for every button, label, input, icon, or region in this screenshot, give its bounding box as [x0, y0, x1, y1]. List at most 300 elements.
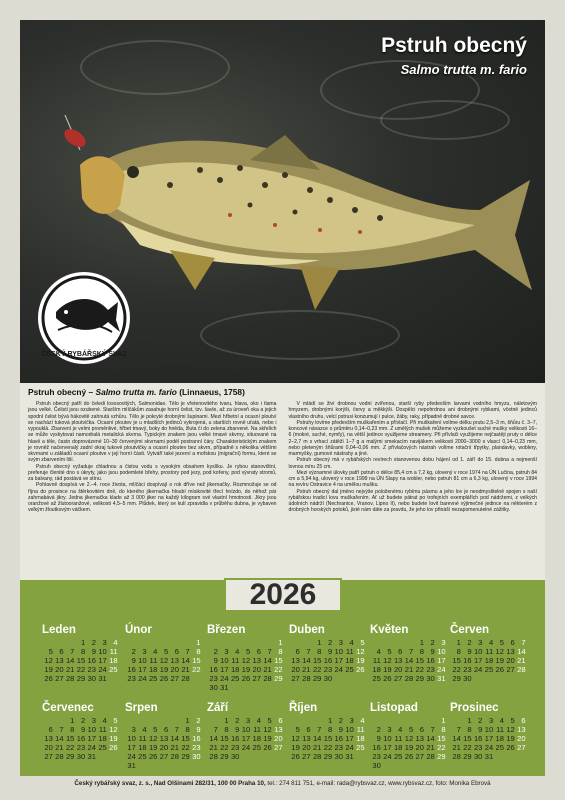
day-cell: 17: [87, 734, 96, 743]
day-cell: 12: [241, 656, 251, 665]
day-cell: 24: [241, 743, 251, 752]
day-cell: 4: [360, 716, 365, 725]
day-cell: 22: [65, 743, 75, 752]
day-cell: 15: [220, 734, 229, 743]
day-cell: 14: [312, 734, 322, 743]
day-cell: 20: [506, 656, 515, 665]
day-cell: 16: [372, 743, 381, 752]
day-cell: 14: [170, 734, 179, 743]
day-cell: 5: [360, 638, 365, 647]
day-cell: 22: [415, 665, 424, 674]
day-cell: 22: [181, 743, 190, 752]
day-cell: 14: [263, 656, 272, 665]
day-cell: 11: [356, 725, 365, 734]
day-cell: 25: [393, 752, 403, 761]
month-name: Květen: [370, 624, 409, 636]
day-cell: 1: [327, 716, 333, 725]
day-cell: 5: [153, 725, 158, 734]
day-cell: 7: [185, 647, 190, 656]
day-cell: 27: [302, 752, 311, 761]
month-block: [125, 702, 205, 770]
day-cell: 15: [65, 734, 75, 743]
article-paragraph: Pstruh obecný patří do čeledi lososovitých, Salmonidae. Tělo je vřetenovitého tvaru, hlava, oko i tlama jsou velké. Čelisti jsou ozubené. Starším mlíčákům zasahuje horní čelist, tzv. šavle, až za úroveň oka a jejich spodní čelist bývá hákovitě zahnutá vzhůru. Tělo je pokryté drobnými šupinami. Mezi hřbetní a ocasní ploutví se nachází tuková ploutvička. Ocasní ploutev je u mladších jedinců vykrojená, u starších rovně uťatá, nebo i vypouklá. Zbarvení je velmi proměnlivé, hřbet tmavý, boky do hněda, žluta či do zelena zbarvené. Na skřelích se může vyskytovat namodralá metalická skvrna. Typickým znakem jsou velké tmavé skvrny, situované na hlavě a těle, často doprovázené 10–30 červenými skvrnami podél postranní čáry. Charakteristickým znakem je rovněž načervenalý zadní okraj tukové ploutvičky a ocasní ploutev bez skvrn, případně s několika většími skvrnami u základů ocasní ploutve v její horní části. Vytváří také jezerní a mořskou (migrační) formu, které se svým zbarvením liší.: [28, 401, 277, 464]
day-cell: 2: [196, 716, 201, 725]
day-cell: 26: [159, 674, 169, 683]
day-cell: 30: [372, 761, 381, 770]
day-cell: 23: [76, 743, 86, 752]
day-cell: 19: [263, 734, 272, 743]
month-name: Říjen: [289, 702, 318, 714]
day-cell: 11: [138, 734, 147, 743]
day-cell: 17: [345, 734, 354, 743]
day-cell: 19: [109, 734, 118, 743]
day-cell: 30: [230, 752, 240, 761]
day-cell: 6: [521, 716, 526, 725]
day-cell: 16: [334, 734, 343, 743]
day-cell: 21: [312, 743, 322, 752]
day-cell: 27: [44, 752, 53, 761]
empty-cell: [424, 716, 435, 725]
day-cell: 12: [495, 647, 504, 656]
day-cell: 5: [48, 647, 53, 656]
day-cell: 4: [142, 725, 147, 734]
day-cell: 20: [252, 665, 261, 674]
month-days: [370, 716, 450, 770]
day-cell: 29: [463, 752, 472, 761]
day-cell: 25: [148, 674, 158, 683]
day-cell: 22: [192, 665, 201, 674]
day-cell: 21: [55, 743, 64, 752]
day-cell: 31: [220, 683, 229, 692]
day-cell: 4: [488, 638, 494, 647]
month-name: Červenec: [42, 702, 94, 714]
day-cell: 8: [467, 725, 472, 734]
day-cell: 22: [274, 665, 283, 674]
day-cell: 23: [87, 665, 96, 674]
day-cell: 2: [80, 716, 86, 725]
month-name: Duben: [289, 624, 325, 636]
empty-cell: [250, 638, 261, 647]
day-cell: 9: [430, 647, 435, 656]
day-cell: 24: [87, 743, 96, 752]
day-cell: 29: [437, 752, 446, 761]
day-cell: 7: [456, 725, 461, 734]
day-cell: 23: [473, 743, 483, 752]
day-cell: 21: [209, 743, 218, 752]
day-cell: 1: [441, 716, 446, 725]
day-cell: 28: [65, 674, 75, 683]
day-cell: 5: [499, 638, 504, 647]
day-cell: 28: [302, 674, 311, 683]
day-cell: 8: [80, 647, 86, 656]
day-cell: 13: [291, 656, 300, 665]
day-cell: 1: [80, 638, 86, 647]
month-block: [207, 702, 287, 761]
article-section: [20, 383, 545, 588]
day-cell: 3: [478, 638, 483, 647]
day-cell: 19: [383, 665, 392, 674]
day-cell: 31: [98, 674, 107, 683]
day-cell: 30: [463, 674, 472, 683]
day-cell: 12: [356, 647, 365, 656]
day-cell: 1: [70, 716, 75, 725]
day-cell: 3: [142, 647, 147, 656]
day-cell: 7: [408, 647, 414, 656]
day-cell: 7: [213, 725, 218, 734]
day-cell: 3: [349, 716, 354, 725]
day-cell: 18: [98, 734, 107, 743]
day-cell: 6: [306, 725, 311, 734]
day-cell: 12: [109, 725, 118, 734]
day-cell: 15: [312, 656, 322, 665]
day-cell: 8: [70, 725, 75, 734]
day-cell: 8: [327, 725, 333, 734]
month-name: Červen: [450, 624, 489, 636]
day-cell: 28: [55, 752, 64, 761]
day-cell: 1: [456, 638, 461, 647]
day-cell: 11: [345, 647, 354, 656]
day-cell: 5: [267, 716, 272, 725]
day-cell: 17: [484, 734, 494, 743]
month-days: [125, 716, 205, 770]
month-block: [450, 702, 530, 761]
day-cell: 22: [220, 743, 229, 752]
empty-cell: [179, 638, 190, 647]
month-name: Září: [207, 702, 229, 714]
day-cell: 29: [274, 674, 283, 683]
day-cell: 19: [159, 665, 169, 674]
day-cell: 11: [372, 656, 381, 665]
day-cell: 2: [91, 638, 96, 647]
day-cell: 4: [102, 716, 107, 725]
empty-cell: [381, 638, 392, 647]
species-latin-name: Salmo trutta m. fario: [400, 62, 527, 77]
day-cell: 25: [356, 743, 365, 752]
day-cell: 19: [404, 743, 414, 752]
day-cell: 15: [452, 656, 461, 665]
month-days: [289, 716, 369, 761]
month-days: [42, 716, 122, 761]
article-paragraph: Pstruh obecný dal jméno nejvýše položenému rybímu pásmu a jeho lov je neodmyslitelně spojen s naší rybářskou tradicí lovu muškařením. Ať už budete pátrat po trofejních exemplářích pod nádržemi, z velkých údolních nádrží (Nechranice, Vranov, Lipno II), nebo budete lovit barevné výjimečné jedince na některém z drobných horských potoků, jisté nám dáte za pravdu, že jeho lov přináší nezapomenutelné zážitky.: [288, 488, 537, 514]
day-cell: 20: [302, 743, 311, 752]
day-cell: 20: [291, 665, 300, 674]
day-cell: 24: [473, 665, 483, 674]
day-cell: 13: [44, 734, 53, 743]
day-cell: 25: [230, 674, 240, 683]
empty-cell: [239, 638, 250, 647]
day-cell: 27: [506, 665, 515, 674]
empty-cell: [168, 638, 179, 647]
day-cell: 30: [76, 752, 86, 761]
month-name: Únor: [125, 624, 152, 636]
day-cell: 9: [338, 725, 343, 734]
day-cell: 18: [393, 743, 403, 752]
article-heading: [28, 387, 537, 397]
article-column-right: [289, 401, 538, 514]
article-paragraph: Pohlavně dospívá ve 2.–4. roce života, mlíčáci dospívají o rok dříve než jikernačky. Rozmnožuje se od října do prosince na štěrkovitém dně, do kterého jikernačka hloubí mísikovité třecí hnízdo, do něhož pár zahrnabává jikry. Jedna jikernačka klade až 3 000 jiker na každý kilogram své vlastní hmotnosti. Jikry jsou oranžové až žlutooranžové, velikosti 4,5–5 mm. Plůdek, který se kulí zpravidla v průběhu dubna, je vybaven velkým žloutkovým váčkem.: [28, 482, 277, 514]
day-cell: 1: [185, 716, 190, 725]
day-cell: 24: [345, 743, 354, 752]
day-cell: 20: [170, 665, 179, 674]
day-cell: 15: [274, 656, 283, 665]
day-cell: 28: [452, 752, 461, 761]
day-cell: 7: [430, 725, 435, 734]
day-cell: 14: [209, 734, 218, 743]
month-days: [125, 638, 205, 683]
day-cell: 14: [517, 647, 526, 656]
empty-cell: [125, 638, 136, 647]
day-cell: 6: [510, 638, 515, 647]
day-cell: 5: [113, 716, 118, 725]
day-cell: 26: [44, 674, 53, 683]
day-cell: 29: [65, 752, 75, 761]
day-cell: 6: [419, 725, 424, 734]
day-cell: 27: [517, 743, 526, 752]
empty-cell: [218, 638, 229, 647]
day-cell: 7: [317, 725, 322, 734]
day-cell: 10: [473, 647, 483, 656]
day-cell: 1: [317, 638, 322, 647]
empty-cell: [147, 716, 158, 725]
day-cell: 8: [456, 647, 461, 656]
empty-cell: [42, 638, 53, 647]
empty-cell: [370, 716, 381, 725]
day-cell: 18: [495, 734, 504, 743]
empty-cell: [229, 638, 240, 647]
day-cell: 25: [109, 665, 118, 674]
day-cell: 4: [256, 716, 261, 725]
empty-cell: [147, 638, 158, 647]
day-cell: 10: [98, 647, 107, 656]
day-cell: 9: [80, 725, 86, 734]
day-cell: 24: [437, 665, 446, 674]
day-cell: 17: [98, 656, 107, 665]
day-cell: 9: [467, 647, 472, 656]
day-cell: 11: [109, 647, 118, 656]
day-cell: 27: [291, 674, 300, 683]
calendar-year: 2026: [249, 578, 317, 611]
day-cell: 9: [327, 647, 333, 656]
month-block: [289, 702, 369, 761]
empty-cell: [300, 638, 311, 647]
day-cell: 18: [138, 743, 147, 752]
trout-eye: [127, 166, 139, 178]
day-cell: 29: [181, 752, 190, 761]
day-cell: 1: [419, 638, 424, 647]
day-cell: 7: [306, 647, 311, 656]
day-cell: 8: [224, 725, 229, 734]
day-cell: 2: [235, 716, 240, 725]
day-cell: 23: [192, 743, 201, 752]
day-cell: 11: [231, 656, 240, 665]
footer: [0, 780, 565, 787]
month-name: Listopad: [370, 702, 418, 714]
day-cell: 24: [98, 665, 107, 674]
day-cell: 1: [467, 716, 472, 725]
day-cell: 18: [372, 665, 381, 674]
day-cell: 22: [76, 665, 86, 674]
trout-photo: [20, 20, 545, 383]
day-cell: 11: [98, 725, 107, 734]
day-cell: 25: [495, 743, 504, 752]
pelvic-fin: [300, 265, 340, 310]
article-paragraph: Pstruh obecný vyžaduje chladnou a čistou vodu s vysokým obsahem kyslíku. Je rybou stanovištní, preferuje členité dno s úkryty, jako jsou podemleté břehy, prostory pod jezy, pod kořeny, pod vývraty stromů, za balvany, rád postává ve stínu.: [28, 463, 277, 482]
day-cell: 14: [181, 656, 190, 665]
empty-cell: [261, 638, 272, 647]
month-days: [450, 716, 530, 761]
article-paragraph: V mládí se živí drobnou vodní zvířenou, starší ryby především larvami vodního hmyzu, náletovým hmyzem, drobnými korýši, červy a měkkýši. Dospělci nepohrdnou ani drobnými rybkami, včetně jedinců vlastního druhu, velcí pstrusi konzumují i pulce, žáby, raky, případně drobné savce.: [288, 401, 537, 420]
day-cell: 2: [213, 647, 218, 656]
day-cell: 3: [91, 716, 96, 725]
day-cell: 27: [274, 743, 283, 752]
day-cell: 6: [48, 725, 53, 734]
day-cell: 28: [517, 665, 526, 674]
empty-cell: [392, 638, 403, 647]
day-cell: 14: [55, 734, 64, 743]
day-cell: 19: [291, 743, 300, 752]
day-cell: 25: [252, 743, 261, 752]
day-cell: 18: [484, 656, 494, 665]
day-cell: 8: [278, 647, 283, 656]
day-cell: 26: [241, 674, 251, 683]
day-cell: 15: [437, 734, 446, 743]
day-cell: 24: [127, 752, 136, 761]
day-cell: 3: [441, 638, 446, 647]
day-cell: 17: [241, 734, 251, 743]
empty-cell: [370, 638, 381, 647]
article-paragraph: Pstruhy lovíme především muškařením a přívlačí. Při muškaření volíme délku prutu 2,5–3 m, šňůru č. 3–7, koncové návazce o průměru 0,14–0,23 mm. Z umělých mušek můžeme vyzkoušet suché mušky velikosti 16–6 (mokré, suché, nymfy), na větší jedince využijeme streamery. Při přívlači využijeme nejčastěji pruty o délce 2–2,7 m s vrhací zátěží 1–7 g a malými smekacím navijákem velikosti 2000–3000 s vlascí 0,14–0,23 mm, nebo pleteným šňůrami 0,04–0,06 mm. Z přívlačových nástrah volíme rotační třpytky, plandavky, woblery, marmyšky, gumové nástrahy a jiné.: [288, 419, 537, 457]
day-cell: 12: [44, 656, 53, 665]
day-cell: 30: [192, 752, 201, 761]
day-cell: 30: [334, 752, 343, 761]
day-cell: 8: [419, 647, 424, 656]
day-cell: 26: [404, 752, 414, 761]
day-cell: 31: [484, 752, 494, 761]
day-cell: 2: [478, 716, 483, 725]
logo-text: ČESKÝ RYBÁŘSKÝ SVAZ: [41, 351, 127, 358]
day-cell: 6: [295, 647, 300, 656]
day-cell: 22: [452, 665, 461, 674]
day-cell: 20: [393, 665, 403, 674]
day-cell: 3: [338, 638, 343, 647]
empty-cell: [289, 638, 300, 647]
day-cell: 16: [426, 656, 435, 665]
footer-contact: tel.: 274 811 751, e-mail: rada@rybsvaz.cz, www.rybsvaz.cz, foto: Monika Ebrová: [265, 780, 491, 787]
empty-cell: [207, 716, 218, 725]
day-cell: 30: [323, 674, 333, 683]
day-cell: 26: [506, 743, 515, 752]
day-cell: 9: [376, 734, 381, 743]
month-days: [450, 638, 530, 683]
day-cell: 4: [235, 647, 240, 656]
day-cell: 30: [473, 752, 483, 761]
day-cell: 16: [230, 734, 240, 743]
day-cell: 26: [356, 665, 365, 674]
day-cell: 3: [488, 716, 494, 725]
day-cell: 23: [463, 665, 472, 674]
day-cell: 14: [302, 656, 311, 665]
day-cell: 6: [398, 647, 403, 656]
day-cell: 11: [149, 656, 158, 665]
day-cell: 20: [159, 743, 169, 752]
day-cell: 14: [426, 734, 435, 743]
day-cell: 15: [76, 656, 86, 665]
empty-cell: [168, 716, 179, 725]
day-cell: 14: [452, 734, 461, 743]
month-days: [207, 638, 287, 692]
day-cell: 3: [131, 725, 136, 734]
day-cell: 21: [170, 743, 179, 752]
day-cell: 20: [55, 665, 64, 674]
empty-cell: [53, 716, 64, 725]
day-cell: 2: [338, 716, 343, 725]
day-cell: 20: [517, 734, 526, 743]
month-block: [370, 624, 450, 683]
empty-cell: [125, 716, 136, 725]
day-cell: 27: [170, 674, 179, 683]
day-cell: 12: [148, 734, 158, 743]
day-cell: 4: [376, 647, 381, 656]
day-cell: 21: [426, 743, 435, 752]
day-cell: 12: [383, 656, 392, 665]
day-cell: 16: [323, 656, 333, 665]
day-cell: 21: [302, 665, 311, 674]
day-cell: 13: [55, 656, 64, 665]
day-cell: 26: [291, 752, 300, 761]
empty-cell: [289, 716, 300, 725]
day-cell: 23: [334, 743, 343, 752]
day-cell: 4: [349, 638, 354, 647]
day-cell: 16: [87, 656, 96, 665]
day-cell: 10: [334, 647, 343, 656]
day-cell: 20: [44, 743, 53, 752]
article-paragraph: Pstruh obecný má v rybářských revírech stanovenou dobu hájení od 1. září do 15. dubna a nejmenší lovnou míru 25 cm.: [288, 457, 537, 470]
day-cell: 9: [235, 725, 240, 734]
day-cell: 10: [127, 734, 136, 743]
day-cell: 4: [398, 725, 403, 734]
day-cell: 21: [517, 656, 526, 665]
day-cell: 23: [209, 674, 218, 683]
day-cell: 12: [159, 656, 169, 665]
empty-cell: [300, 716, 311, 725]
day-cell: 12: [291, 734, 300, 743]
day-cell: 13: [415, 734, 424, 743]
day-cell: 21: [181, 665, 190, 674]
day-cell: 2: [467, 638, 472, 647]
day-cell: 9: [196, 725, 201, 734]
day-cell: 8: [196, 647, 201, 656]
day-cell: 27: [159, 752, 169, 761]
day-cell: 17: [220, 665, 229, 674]
day-cell: 18: [148, 665, 158, 674]
day-cell: 16: [127, 665, 136, 674]
day-cell: 19: [148, 743, 158, 752]
day-cell: 29: [76, 674, 86, 683]
day-cell: 17: [138, 665, 147, 674]
lure-icon: [61, 125, 89, 150]
day-cell: 7: [174, 725, 179, 734]
day-cell: 2: [430, 638, 435, 647]
day-cell: 15: [181, 734, 190, 743]
day-cell: 9: [213, 656, 218, 665]
day-cell: 13: [159, 734, 169, 743]
day-cell: 1: [224, 716, 229, 725]
day-cell: 23: [372, 752, 381, 761]
day-cell: 25: [372, 674, 381, 683]
day-cell: 28: [263, 674, 272, 683]
month-days: [42, 638, 122, 683]
day-cell: 6: [59, 647, 64, 656]
